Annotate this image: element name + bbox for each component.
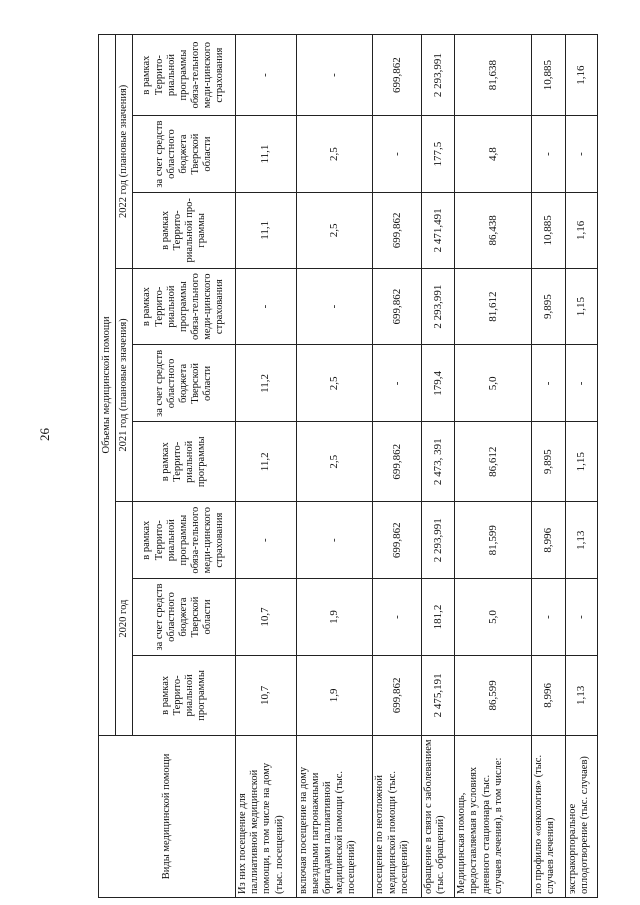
table-row — [296, 35, 373, 898]
subheader: в рамках Террито-риальной программы — [133, 422, 236, 502]
cell-value: 699,862 — [373, 502, 422, 579]
row-label: Из них посещение для паллиативной медицинской помощи, в том числе на дому (тыс. посещений) — [236, 735, 297, 897]
cell-value: - — [373, 116, 422, 193]
cell-value: 2,5 — [296, 345, 373, 422]
subheader: в рамках Террито-риальной программы обяза-тельного меди-цинского страхования — [133, 268, 236, 345]
cell-value: 11,1 — [236, 116, 297, 193]
cell-value: 2,5 — [296, 116, 373, 193]
cell-value: 8,996 — [531, 502, 565, 579]
subheader: в рамках Террито-риальной программы обяза-тельного меди-цинского страхования — [133, 35, 236, 116]
subheader: за счет средств областного бюджета Тверской области — [133, 116, 236, 193]
table-row — [422, 35, 455, 898]
table-row — [531, 35, 565, 898]
cell-value: 177,5 — [422, 116, 455, 193]
cell-value: - — [296, 35, 373, 116]
cell-value: 179,4 — [422, 345, 455, 422]
cell-value: - — [531, 116, 565, 193]
cell-value: 81,612 — [455, 268, 532, 345]
cell-value: 699,862 — [373, 268, 422, 345]
cell-value: 699,862 — [373, 655, 422, 735]
cell-value: - — [531, 579, 565, 656]
cell-value: 2 293,991 — [422, 268, 455, 345]
cell-value: 2 293,991 — [422, 35, 455, 116]
cell-value: 1,13 — [566, 655, 598, 735]
medical-care-volume-table — [98, 34, 598, 898]
cell-value: - — [566, 116, 598, 193]
cell-value: 2 475,191 — [422, 655, 455, 735]
cell-value: 2,5 — [296, 192, 373, 268]
cell-value: 86,438 — [455, 192, 532, 268]
cell-value: 86,612 — [455, 422, 532, 502]
rotated-page-content — [98, 34, 598, 898]
row-label: Медицинская помощь, предоставляемая в условиях дневного стационара (тыс. случаев лечения), в том числе: — [455, 735, 532, 897]
table-row — [455, 35, 532, 898]
cell-value: 1,16 — [566, 192, 598, 268]
page-number: 26 — [37, 428, 52, 441]
subheader: в рамках Террито-риальной про-граммы — [133, 192, 236, 268]
cell-value: 1,16 — [566, 35, 598, 116]
cell-value: 2 471,491 — [422, 192, 455, 268]
cell-value: - — [531, 345, 565, 422]
header-year-2021: 2021 год (плановые значения) — [116, 268, 133, 502]
cell-value: 11,1 — [236, 192, 297, 268]
cell-value: 11,2 — [236, 345, 297, 422]
cell-value: 10,885 — [531, 35, 565, 116]
table-row — [373, 35, 422, 898]
cell-value: 1,15 — [566, 268, 598, 345]
cell-value: 181,2 — [422, 579, 455, 656]
header-kinds-of-care: Виды медицинской помощи — [99, 735, 236, 897]
cell-value: 5,0 — [455, 579, 532, 656]
cell-value: 10,7 — [236, 579, 297, 656]
cell-value: 699,862 — [373, 35, 422, 116]
cell-value: 1,9 — [296, 579, 373, 656]
cell-value: 2,5 — [296, 422, 373, 502]
cell-value: 699,862 — [373, 192, 422, 268]
subheader: за счет средств областного бюджета Тверской области — [133, 579, 236, 656]
cell-value: 9,895 — [531, 422, 565, 502]
cell-value: 8,996 — [531, 655, 565, 735]
row-label: обращение в связи с заболеванием (тыс. обращений) — [422, 735, 455, 897]
subheader: за счет средств областного бюджета Тверской области — [133, 345, 236, 422]
cell-value: 9,895 — [531, 268, 565, 345]
subheader: в рамках Террито-риальной программы — [133, 655, 236, 735]
cell-value: - — [566, 579, 598, 656]
cell-value: - — [296, 268, 373, 345]
cell-value: 1,9 — [296, 655, 373, 735]
cell-value: 2 473, 391 — [422, 422, 455, 502]
cell-value: 81,638 — [455, 35, 532, 116]
cell-value: - — [236, 502, 297, 579]
subheader: в рамках Террито-риальной программы обяза-тельного меди-цинского страхования — [133, 502, 236, 579]
cell-value: - — [566, 345, 598, 422]
row-label: посещение по неотложной медицинской помощи (тыс. посещений) — [373, 735, 422, 897]
header-year-2022: 2022 год (плановые значения) — [116, 35, 133, 269]
cell-value: 1,13 — [566, 502, 598, 579]
cell-value: 5,0 — [455, 345, 532, 422]
cell-value: - — [296, 502, 373, 579]
row-label: включая посещение на дому выездными патронажными бригадами паллиативной медицинской помощи (тыс. посещений) — [296, 735, 373, 897]
cell-value: 699,862 — [373, 422, 422, 502]
cell-value: 10,885 — [531, 192, 565, 268]
cell-value: - — [373, 579, 422, 656]
cell-value: 1,15 — [566, 422, 598, 502]
cell-value: 81,599 — [455, 502, 532, 579]
row-label: по профилю «онкология» (тыс. случаев лечения) — [531, 735, 565, 897]
cell-value: 11,2 — [236, 422, 297, 502]
cell-value: 10,7 — [236, 655, 297, 735]
table-row — [566, 35, 598, 898]
header-volume-group: Объемы медицинской помощи — [99, 35, 116, 736]
cell-value: - — [236, 268, 297, 345]
cell-value: - — [236, 35, 297, 116]
cell-value: 86,599 — [455, 655, 532, 735]
table-row — [236, 35, 297, 898]
cell-value: 2 293,991 — [422, 502, 455, 579]
cell-value: 4,8 — [455, 116, 532, 193]
row-label: экстракорпоральное оплодотворение (тыс. случаев) — [566, 735, 598, 897]
header-year-2020: 2020 год — [116, 502, 133, 736]
cell-value: - — [373, 345, 422, 422]
